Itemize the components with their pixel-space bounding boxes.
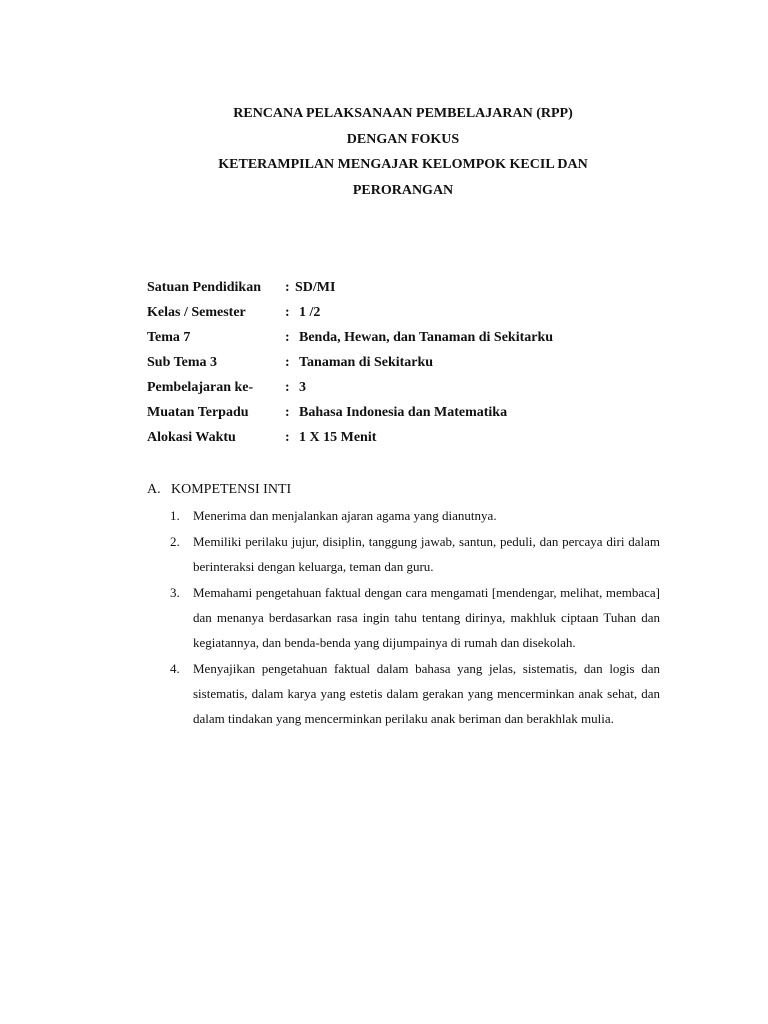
identity-colon: :	[285, 305, 290, 320]
list-item-number: 3.	[170, 585, 180, 600]
identity-colon: :	[285, 405, 290, 420]
title-line: KETERAMPILAN MENGAJAR KELOMPOK KECIL DAN	[218, 157, 588, 172]
identity-value: Bahasa Indonesia dan Matematika	[299, 405, 508, 420]
identity-label: Alokasi Waktu	[147, 430, 236, 445]
identity-label: Kelas / Semester	[147, 305, 246, 320]
identity-value: 1 /2	[299, 305, 321, 320]
list-item	[147, 656, 660, 731]
document-title	[146, 101, 660, 203]
identity-label: Sub Tema 3	[147, 355, 218, 370]
list-item	[147, 529, 660, 579]
identity-row-pembelajaran	[147, 378, 660, 403]
identity-value: 3	[299, 380, 306, 395]
identity-colon: :	[285, 355, 290, 370]
identity-colon: :	[285, 280, 290, 295]
identity-value: Tanaman di Sekitarku	[299, 355, 434, 370]
list-item-text: Memahami pengetahuan faktual dengan cara mengamati [mendengar, melihat, membaca] dan menanya berdasarkan rasa ingin tahu tentang dirinya, makhluk ciptaan Tuhan dan kegiatannya, dan benda-benda yang dijumpainya di rumah dan disekolah.	[193, 585, 660, 650]
title-line: RENCANA PELAKSANAAN PEMBELAJARAN (RPP)	[233, 106, 573, 121]
identity-colon: :	[285, 330, 290, 345]
identity-row-muatan-terpadu	[147, 403, 660, 428]
section-letter: A.	[147, 482, 161, 497]
list-item-text: Menyajikan pengetahuan faktual dalam bahasa yang jelas, sistematis, dan logis dan sistematis, dalam karya yang estetis dalam gerakan yang mencerminkan anak sehat, dan dalam tindakan yang mencerminkan perilaku anak beriman dan berakhlak mulia.	[193, 661, 660, 726]
identity-colon: :	[285, 380, 290, 395]
list-item-text: Memiliki perilaku jujur, disiplin, tanggung jawab, santun, peduli, dan percaya diri dalam berinteraksi dengan keluarga, teman dan guru.	[193, 534, 660, 574]
title-line: DENGAN FOKUS	[346, 131, 460, 147]
identity-label: Tema 7	[147, 330, 191, 345]
identity-row-kelas-semester	[147, 303, 660, 328]
list-item-number: 2.	[170, 534, 180, 549]
identity-row-sub-tema	[147, 353, 660, 378]
kompetensi-inti-list	[147, 503, 660, 732]
identity-colon: :	[285, 430, 290, 445]
section-heading-kompetensi-inti	[147, 480, 291, 500]
title-line: PERORANGAN	[352, 182, 454, 198]
section-title: KOMPETENSI INTI	[171, 482, 292, 497]
identity-value: Benda, Hewan, dan Tanaman di Sekitarku	[299, 330, 554, 345]
identity-value: 1 X 15 Menit	[299, 430, 377, 445]
list-item-number: 1.	[170, 508, 180, 523]
identity-label: Pembelajaran ke-	[147, 380, 254, 395]
identity-row-alokasi-waktu	[147, 428, 660, 453]
identity-table	[147, 278, 660, 453]
identity-row-satuan-pendidikan	[147, 278, 660, 303]
list-item	[147, 503, 660, 528]
list-item-number: 4.	[170, 661, 180, 676]
identity-label: Satuan Pendidikan	[147, 280, 261, 295]
identity-value: SD/MI	[295, 280, 336, 295]
identity-row-tema	[147, 328, 660, 353]
list-item-text: Menerima dan menjalankan ajaran agama yang dianutnya.	[193, 508, 497, 523]
identity-label: Muatan Terpadu	[147, 405, 249, 420]
list-item	[147, 580, 660, 655]
